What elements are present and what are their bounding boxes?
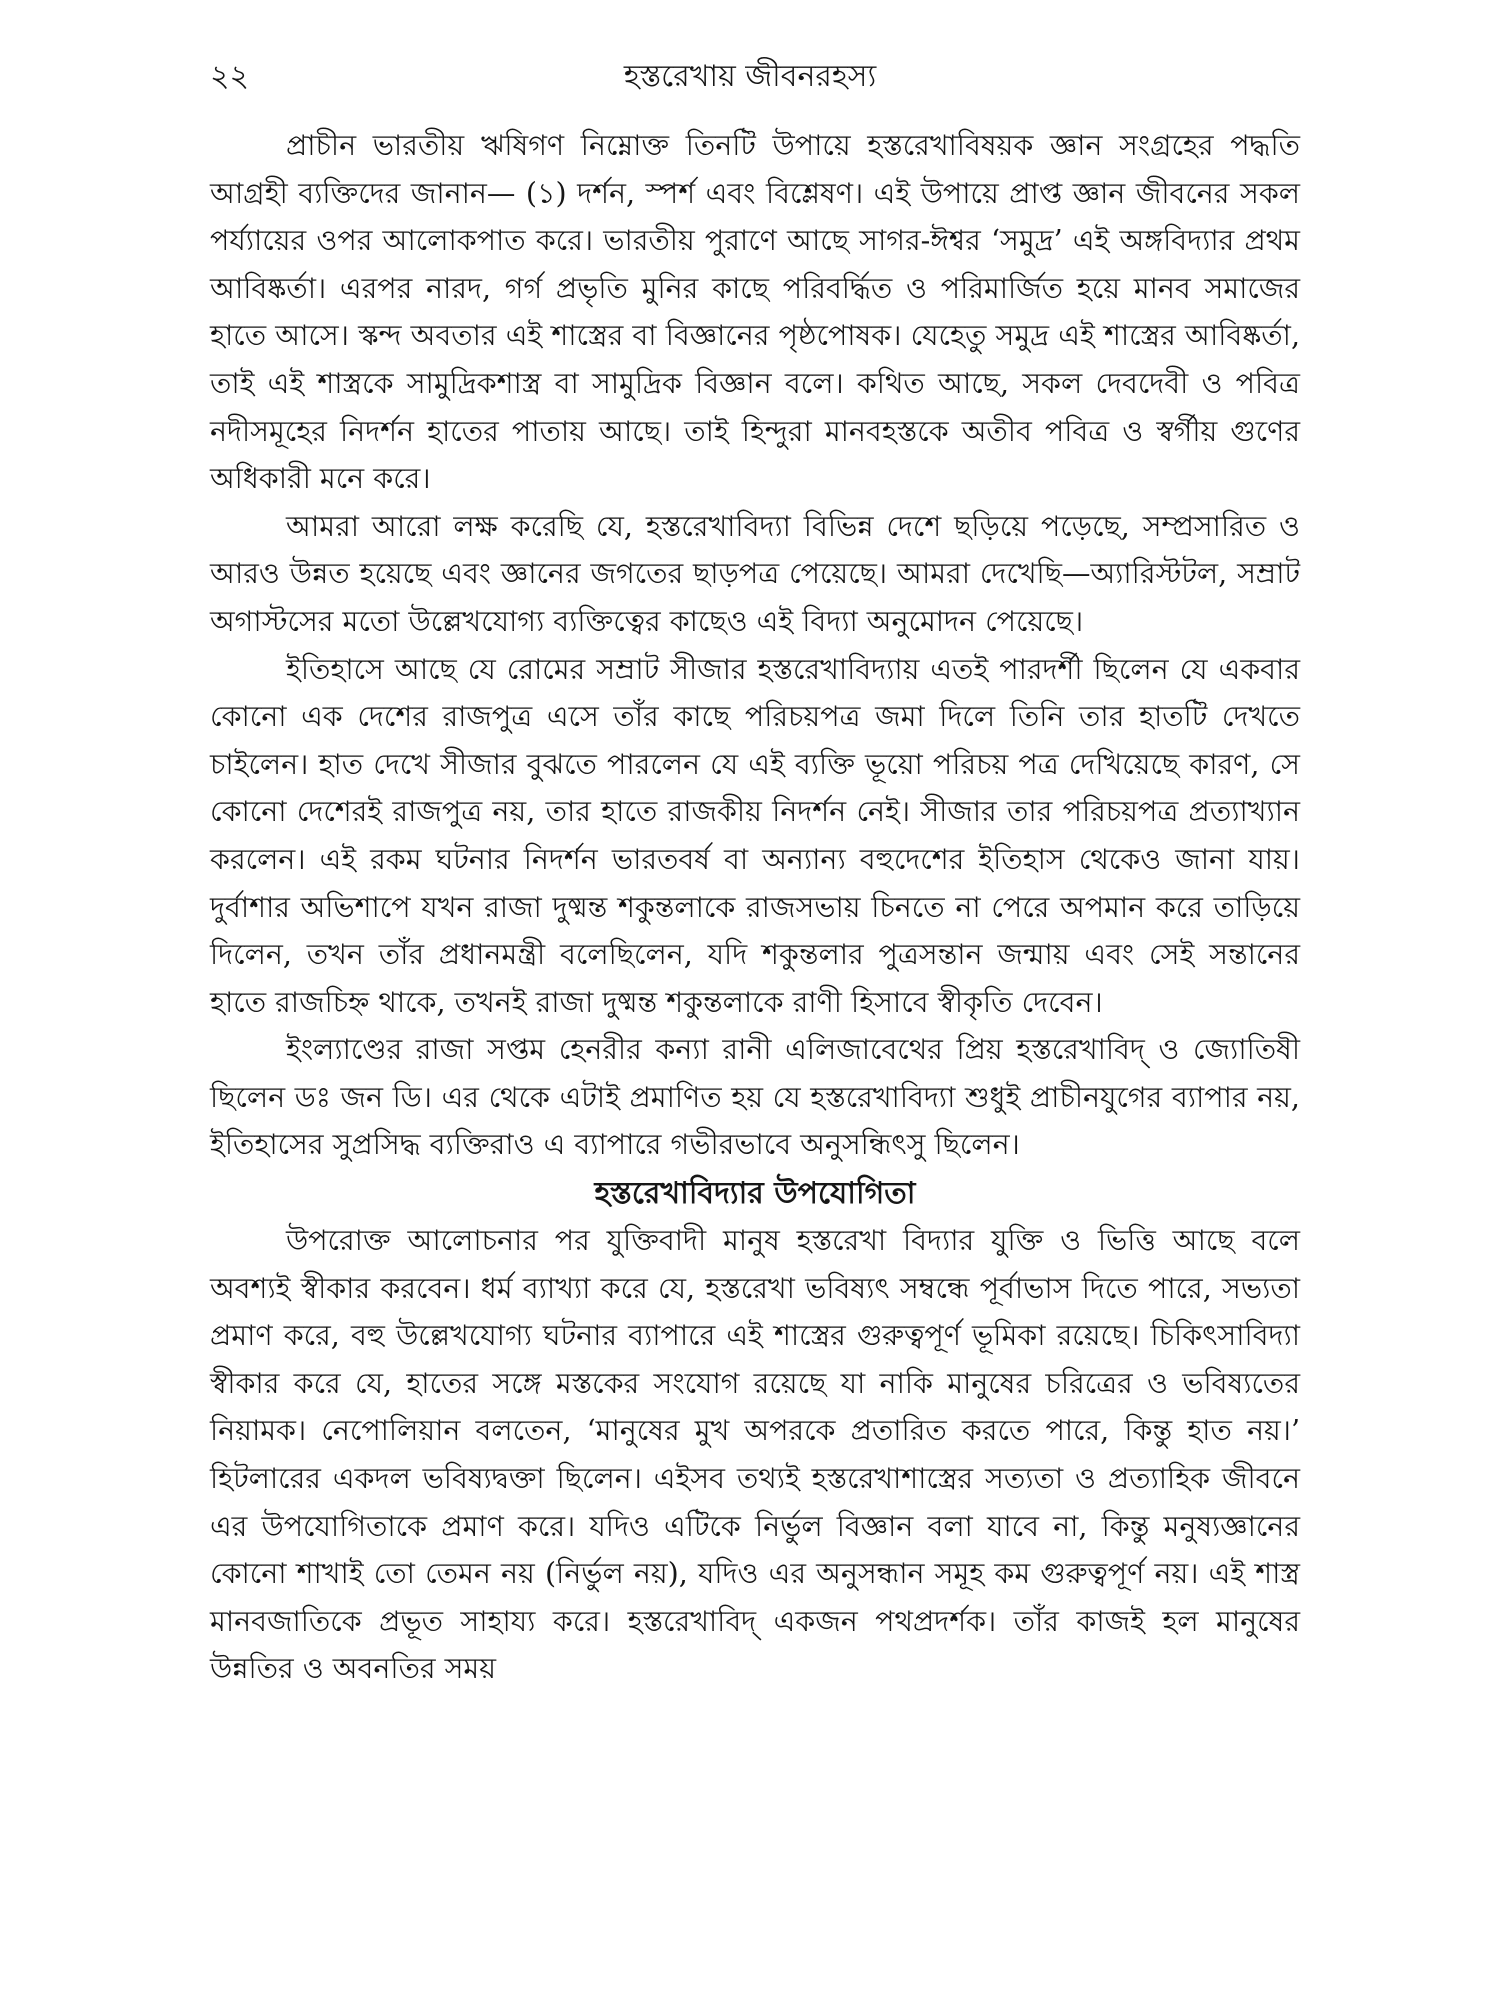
paragraph-samudrik-origin: প্রাচীন ভারতীয় ঋষিগণ নিম্নোক্ত তিনটি উপায়ে হস্তরেখাবিষয়ক জ্ঞান সংগ্রহের পদ্ধতি আগ্রহী ব্যক্তিদের জানান— (১) দর্শন, স্পর্শ এবং বিশ্লেষণ। এই উপায়ে প্রাপ্ত জ্ঞান জীবনের সকল পর্য্যায়ের ওপর আলোকপাত করে। ভারতীয় পুরাণে আছে সাগর-ঈশ্বর ‘সমুদ্র’ এই অঙ্গবিদ্যার প্রথম আবিষ্কর্তা। এরপর নারদ, গর্গ প্রভৃতি মুনির কাছে পরিবর্দ্ধিত ও পরিমার্জিত হয়ে মানব সমাজের হাতে আসে। স্কন্দ অবতার এই শাস্ত্রের বা বিজ্ঞানের পৃষ্ঠপোষক। যেহেতু সমুদ্র এই শাস্ত্রের আবিষ্কর্তা, তাই এই শাস্ত্রকে সামুদ্রিকশাস্ত্র বা সামুদ্রিক বিজ্ঞান বলে। কথিত আছে, সকল দেবদেবী ও পবিত্র নদীসমূহের নিদর্শন হাতের পাতায় আছে। তাই হিন্দুরা মানবহস্তকে অতীব পবিত্র ও স্বর্গীয় গুণের অধিকারী মনে করে। [210, 129, 1300, 496]
page-number: ২২ [210, 59, 250, 94]
paragraph-usefulness: উপরোক্ত আলোচনার পর যুক্তিবাদী মানুষ হস্তরেখা বিদ্যার যুক্তি ও ভিত্তি আছে বলে অবশ্যই স্বীকার করবেন। ধর্ম ব্যাখ্যা করে যে, হস্তরেখা ভবিষ্যৎ সম্বন্ধে পূর্বাভাস দিতে পারে, সভ্যতা প্রমাণ করে, বহু উল্লেখযোগ্য ঘটনার ব্যাপারে এই শাস্ত্রের গুরুত্বপূর্ণ ভূমিকা রয়েছে। চিকিৎসাবিদ্যা স্বীকার করে যে, হাতের সঙ্গে মস্তকের সংযোগ রয়েছে যা নাকি মানুষের চরিত্রের ও ভবিষ্যতের নিয়ামক। নেপোলিয়ান বলতেন, ‘মানুষের মুখ অপরকে প্রতারিত করতে পারে, কিন্তু হাত নয়।’ হিটলারের একদল ভবিষ্যদ্বক্তা ছিলেন। এইসব তথ্যই হস্তরেখাশাস্ত্রের সত্যতা ও প্রত্যাহিক জীবনে এর উপযোগিতাকে প্রমাণ করে। যদিও এটিকে নির্ভুল বিজ্ঞান বলা যাবে না, কিন্তু মনুষ্যজ্ঞানের কোনো শাখাই তো তেমন নয় (নির্ভুল নয়), যদিও এর অনুসন্ধান সমূহ কম গুরুত্বপূর্ণ নয়। এই শাস্ত্র মানবজাতিকে প্রভূত সাহায্য করে। হস্তরেখাবিদ্ একজন পথপ্রদর্শক। তাঁর কাজই হল মানুষের উন্নতির ও অবনতির সময় [210, 1224, 1300, 1686]
body-text [210, 122, 1300, 1693]
paragraph-elizabeth-john-dee: ইংল্যাণ্ডের রাজা সপ্তম হেনরীর কন্যা রানী এলিজাবেথের প্রিয় হস্তরেখাবিদ্ ও জ্যোতিষী ছিলেন ডঃ জন ডি। এর থেকে এটাই প্রমাণিত হয় যে হস্তরেখাবিদ্যা শুধুই প্রাচীনযুগের ব্যাপার নয়, ইতিহাসের সুপ্রসিদ্ধ ব্যক্তিরাও এ ব্যাপারে গভীরভাবে অনুসন্ধিৎসু ছিলেন। [210, 1033, 1300, 1162]
running-header [210, 52, 1290, 102]
section-heading: হস্তরেখাবিদ্যার উপযোগিতা [594, 1176, 916, 1212]
paragraph-spread-of-palmistry: আমরা আরো লক্ষ করেছি যে, হস্তরেখাবিদ্যা বিভিন্ন দেশে ছড়িয়ে পড়েছে, সম্প্রসারিত ও আরও উন্নত হয়েছে এবং জ্ঞানের জগতের ছাড়পত্র পেয়েছে। আমরা দেখেছি—অ্যারিস্টটল, সম্রাট অগাস্টসের মতো উল্লেখযোগ্য ব্যক্তিত্বের কাছেও এই বিদ্যা অনুমোদন পেয়েছে। [210, 509, 1300, 638]
running-title: হস্তরেখায় জীবনরহস্য [623, 59, 877, 94]
paragraph-caesar-story: ইতিহাসে আছে যে রোমের সম্রাট সীজার হস্তরেখাবিদ্যায় এতই পারদর্শী ছিলেন যে একবার কোনো এক দেশের রাজপুত্র এসে তাঁর কাছে পরিচয়পত্র জমা দিলে তিনি তার হাতটি দেখতে চাইলেন। হাত দেখে সীজার বুঝতে পারলেন যে এই ব্যক্তি ভূয়ো পরিচয় পত্র দেখিয়েছে কারণ, সে কোনো দেশেরই রাজপুত্র নয়, তার হাতে রাজকীয় নিদর্শন নেই। সীজার তার পরিচয়পত্র প্রত্যাখ্যান করলেন। এই রকম ঘটনার নিদর্শন ভারতবর্ষ বা অন্যান্য বহুদেশের ইতিহাস থেকেও জানা যায়। দুর্বাশার অভিশাপে যখন রাজা দুষ্মন্ত শকুন্তলাকে রাজসভায় চিনতে না পেরে অপমান করে তাড়িয়ে দিলেন, তখন তাঁর প্রধানমন্ত্রী বলেছিলেন, যদি শকুন্তলার পুত্রসন্তান জন্মায় এবং সেই সন্তানের হাতে রাজচিহ্ন থাকে, তখনই রাজা দুষ্মন্ত শকুন্তলাকে রাণী হিসাবে স্বীকৃতি দেবেন। [210, 652, 1300, 1019]
